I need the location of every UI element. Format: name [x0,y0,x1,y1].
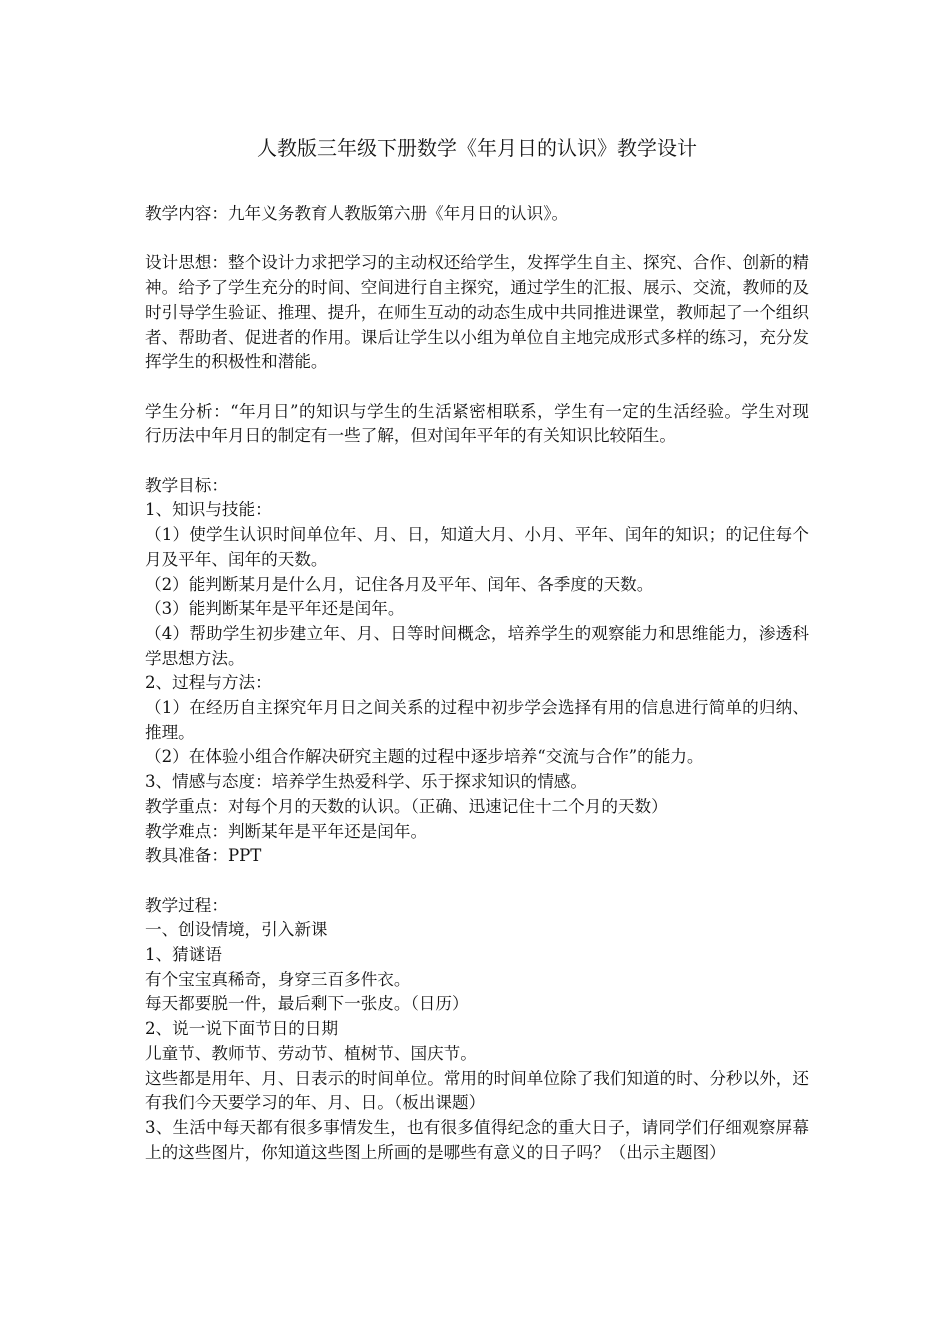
section-heading-1: 一、创设情境，引入新课 [145,920,328,940]
design-idea: 设计思想：整个设计力求把学习的主动权还给学生，发挥学生自主、探究、合作、创新的精神。给予了学生充分的时间、空间进行自主探究，通过学生的汇报、展示、交流，教师的及时引导学生验证、推理、提升，在师生互动的动态生成中共同推进课堂，教师起了一个组织者、帮助者、促进者的作用。课后让学生以小组为单位自主地完成形式多样的练习，充分发挥学生的积极性和潜能。 [145,253,809,372]
goal-attitude: 3、情感与态度：培养学生热爱科学、乐于探求知识的情感。 [145,772,587,792]
goal-knowledge-4: （4）帮助学生初步建立年、月、日等时间概念，培养学生的观察能力和思维能力，渗透科学思想方法。 [145,623,809,668]
spacer [145,227,809,252]
goal-knowledge-2: （2）能判断某月是什么月，记住各月及平年、闰年、各季度的天数。 [145,574,654,594]
process-method-heading: 2、过程与方法： [145,673,272,693]
spacer [145,449,809,474]
holiday-heading: 2、说一说下面节日的日期 [145,1019,339,1039]
goal-process-1: （1）在经历自主探究年月日之间关系的过程中初步学会选择有用的信息进行简单的归纳、推理。 [145,698,809,742]
holiday-list: 儿童节、教师节、劳动节、植树节、国庆节。 [145,1043,477,1063]
spacer [145,375,809,400]
riddle-line-1: 有个宝宝真稀奇，身穿三百多件衣。 [145,969,411,989]
knowledge-skills-heading: 1、知识与技能： [145,500,272,520]
goal-process-2: （2）在体验小组合作解决研究主题的过程中逐步培养“交流与合作”的能力。 [145,747,704,767]
teaching-content: 教学内容：九年义务教育人教版第六册《年月日的认识》。 [145,204,569,223]
goals-heading: 教学目标： [145,475,228,495]
goal-knowledge-1: （1）使学生认识时间单位年、月、日，知道大月、小月、平年、闰年的知识；的记住每个月及平年、闰年的天数。 [145,525,809,569]
key-point: 教学重点：对每个月的天数的认识。（正确、迅速记住十二个月的天数） [145,796,668,816]
document-page [145,133,809,1165]
riddle-heading: 1、猜谜语 [145,945,222,965]
student-analysis: 学生分析：“年月日”的知识与学生的生活紧密相联系，学生有一定的生活经验。学生对现行历法中年月日的制定有一些了解，但对闰年平年的有关知识比较陌生。 [145,401,809,446]
teaching-tools: 教具准备：PPT [145,846,262,866]
process-heading: 教学过程： [145,895,228,915]
observe-paragraph: 3、生活中每天都有很多事情发生，也有很多值得纪念的重大日子，请同学们仔细观察屏幕上的这些图片，你知道这些图上所画的是哪些有意义的日子吗？（出示主题图） [145,1117,809,1162]
intro-paragraph: 这些都是用年、月、日表示的时间单位。常用的时间单位除了我们知道的时、分秒以外，还有我们今天要学习的年、月、日。（板出课题） [145,1068,809,1113]
goal-knowledge-3: （3）能判断某年是平年还是闰年。 [145,599,405,619]
riddle-line-2: 每天都要脱一件，最后剩下一张皮。（日历） [145,994,469,1014]
difficulty: 教学难点：判断某年是平年还是闰年。 [145,821,428,841]
document-title: 人教版三年级下册数学《年月日的认识》教学设计 [257,136,697,160]
spacer [145,869,809,894]
